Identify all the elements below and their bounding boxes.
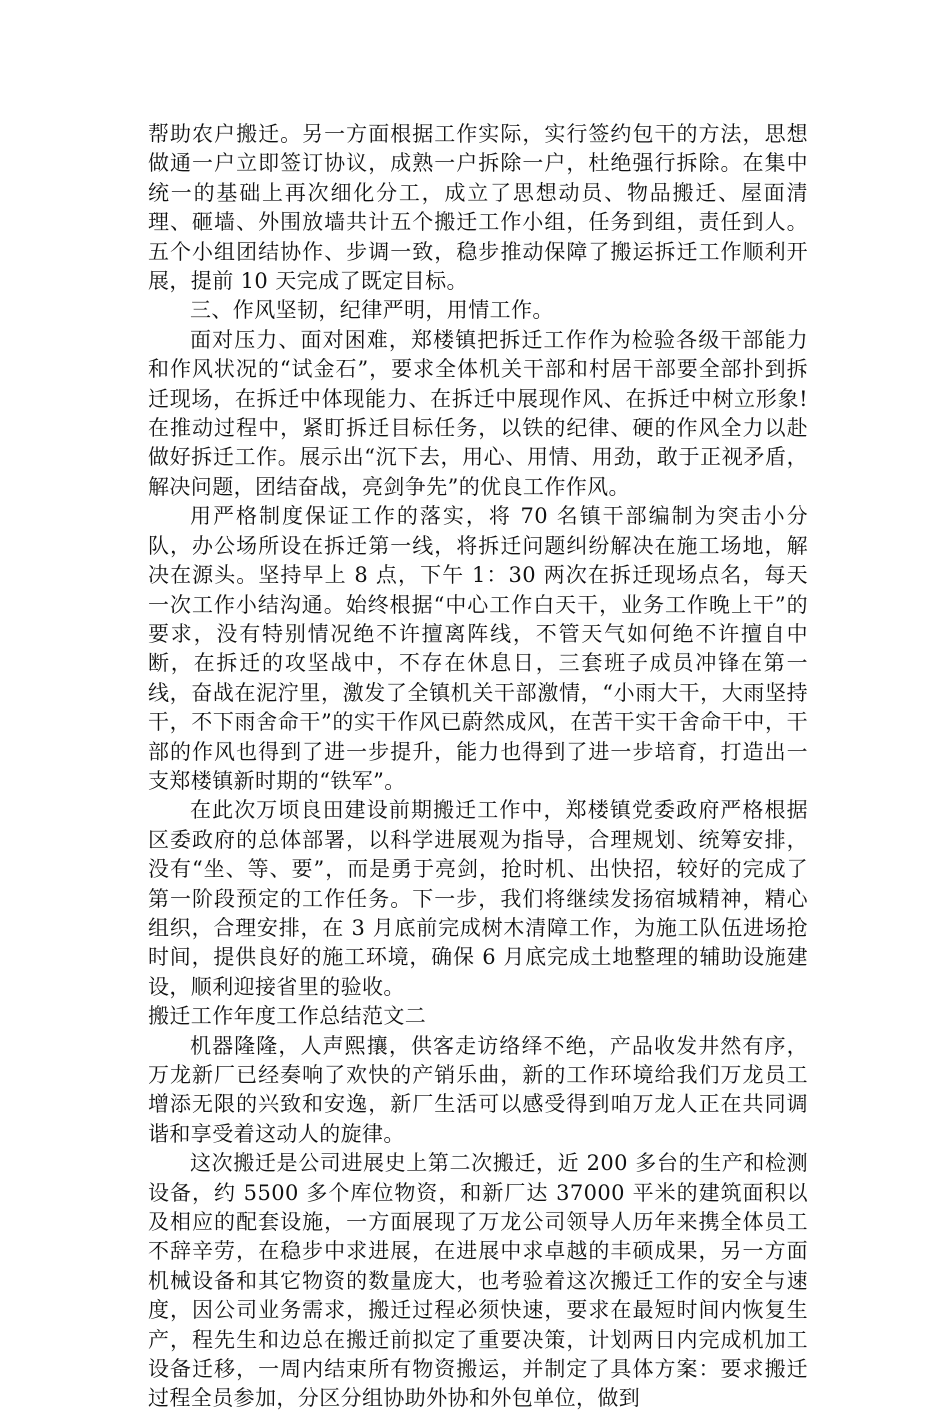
paragraph-new-factory: 机器隆隆，人声熙攘，供客走访络绎不绝，产品收发井然有序，万龙新厂已经奏响了欢快的产销乐曲，新的工作环境给我们万龙员工增添无限的兴致和安逸，新厂生活可以感受得到咱万龙人正在共同调谐和享受着这动人的旋律。 <box>148 1033 808 1146</box>
paragraph-second-relocation: 这次搬迁是公司进展史上第二次搬迁，近 200 多台的生产和检测设备，约 5500 多个库位物资，和新厂达 37000 平米的建筑面积以及相应的配套设施，一方面展现了万龙公司领导人历年来携全体员工不辞辛劳，在稳步中求进展，在进展中求卓越的丰硕成果，另一方面机械设备和其它物资的数量庞大，也考验着这次搬迁工作的安全与速度，因公司业务需求，搬迁过程必须快速，要求在最短时间内恢复生产，程先生和边总在搬迁前拟定了重要决策，计划两日内完成机加工设备迁移，一周内结束所有物资搬运，并制定了具体方案：要求搬迁过程全员参加，分区分组协助外协和外包单位，做到 <box>148 1151 808 1411</box>
paragraph-strict-system: 用严格制度保证工作的落实，将 70 名镇干部编制为突击小分队，办公场所设在拆迁第一线，将拆迁问题纠纷解决在施工场地，解决在源头。坚持早上 8 点，下午 1：30 两次在拆迁现场点名，每天一次工作小结沟通。始终根据“中心工作白天干，业务工作晚上干”的要求，没有特别情况绝不许擅离阵线，不管天气如何绝不许擅自中断，在拆迁的攻坚战中，不存在休息日，三套班子成员冲锋在第一线，奋战在泥泞里，激发了全镇机关干部激情，“小雨大干，大雨坚持干，不下雨舍命干”的实干作风已蔚然成风，在苦干实干舍命干中，干部的作风也得到了进一步提升，能力也得到了进一步培育，打造出一支郑楼镇新时期的“铁军”。 <box>148 504 808 793</box>
section-heading-style-discipline: 三、作风坚韧，纪律严明，用情工作。 <box>190 298 554 323</box>
document-subtitle-sample-two: 搬迁工作年度工作总结范文二 <box>148 1004 427 1029</box>
document-body <box>148 120 808 1414</box>
paragraph-relocation-method: 帮助农户搬迁。另一方面根据工作实际，实行签约包干的方法，思想做通一户立即签订协议，成熟一户拆除一户，杜绝强行拆除。在集中统一的基础上再次细化分工，成立了思想动员、物品搬迁、屋面清理、砸墙、外围放墙共计五个搬迁工作小组，任务到组，责任到人。五个小组团结协作、步调一致，稳步推动保障了搬运拆迁工作顺利开展，提前 10 天完成了既定目标。 <box>148 122 808 294</box>
paragraph-wanqing-fields: 在此次万顷良田建设前期搬迁工作中，郑楼镇党委政府严格根据区委政府的总体部署，以科学进展观为指导，合理规划、统筹安排，没有“坐、等、要”，而是勇于亮剑，抢时机、出快招，较好的完成了第一阶段预定的工作任务。下一步，我们将继续发扬宿城精神，精心组织，合理安排，在 3 月底前完成树木清障工作，为施工队伍进场抢时间，提供良好的施工环境，确保 6 月底完成土地整理的辅助设施建设，顺利迎接省里的验收。 <box>148 798 808 999</box>
paragraph-pressure-difficulty: 面对压力、面对困难，郑楼镇把拆迁工作作为检验各级干部能力和作风状况的“试金石”，要求全体机关干部和村居干部要全部扑到拆迁现场，在拆迁中体现能力、在拆迁中展现作风、在拆迁中树立形象!在推动过程中，紧盯拆迁目标任务，以铁的纪律、硬的作风全力以赴做好拆迁工作。展示出“沉下去，用心、用情、用劲，敢于正视矛盾，解决问题，团结奋战，亮剑争先”的优良工作作风。 <box>148 327 808 499</box>
